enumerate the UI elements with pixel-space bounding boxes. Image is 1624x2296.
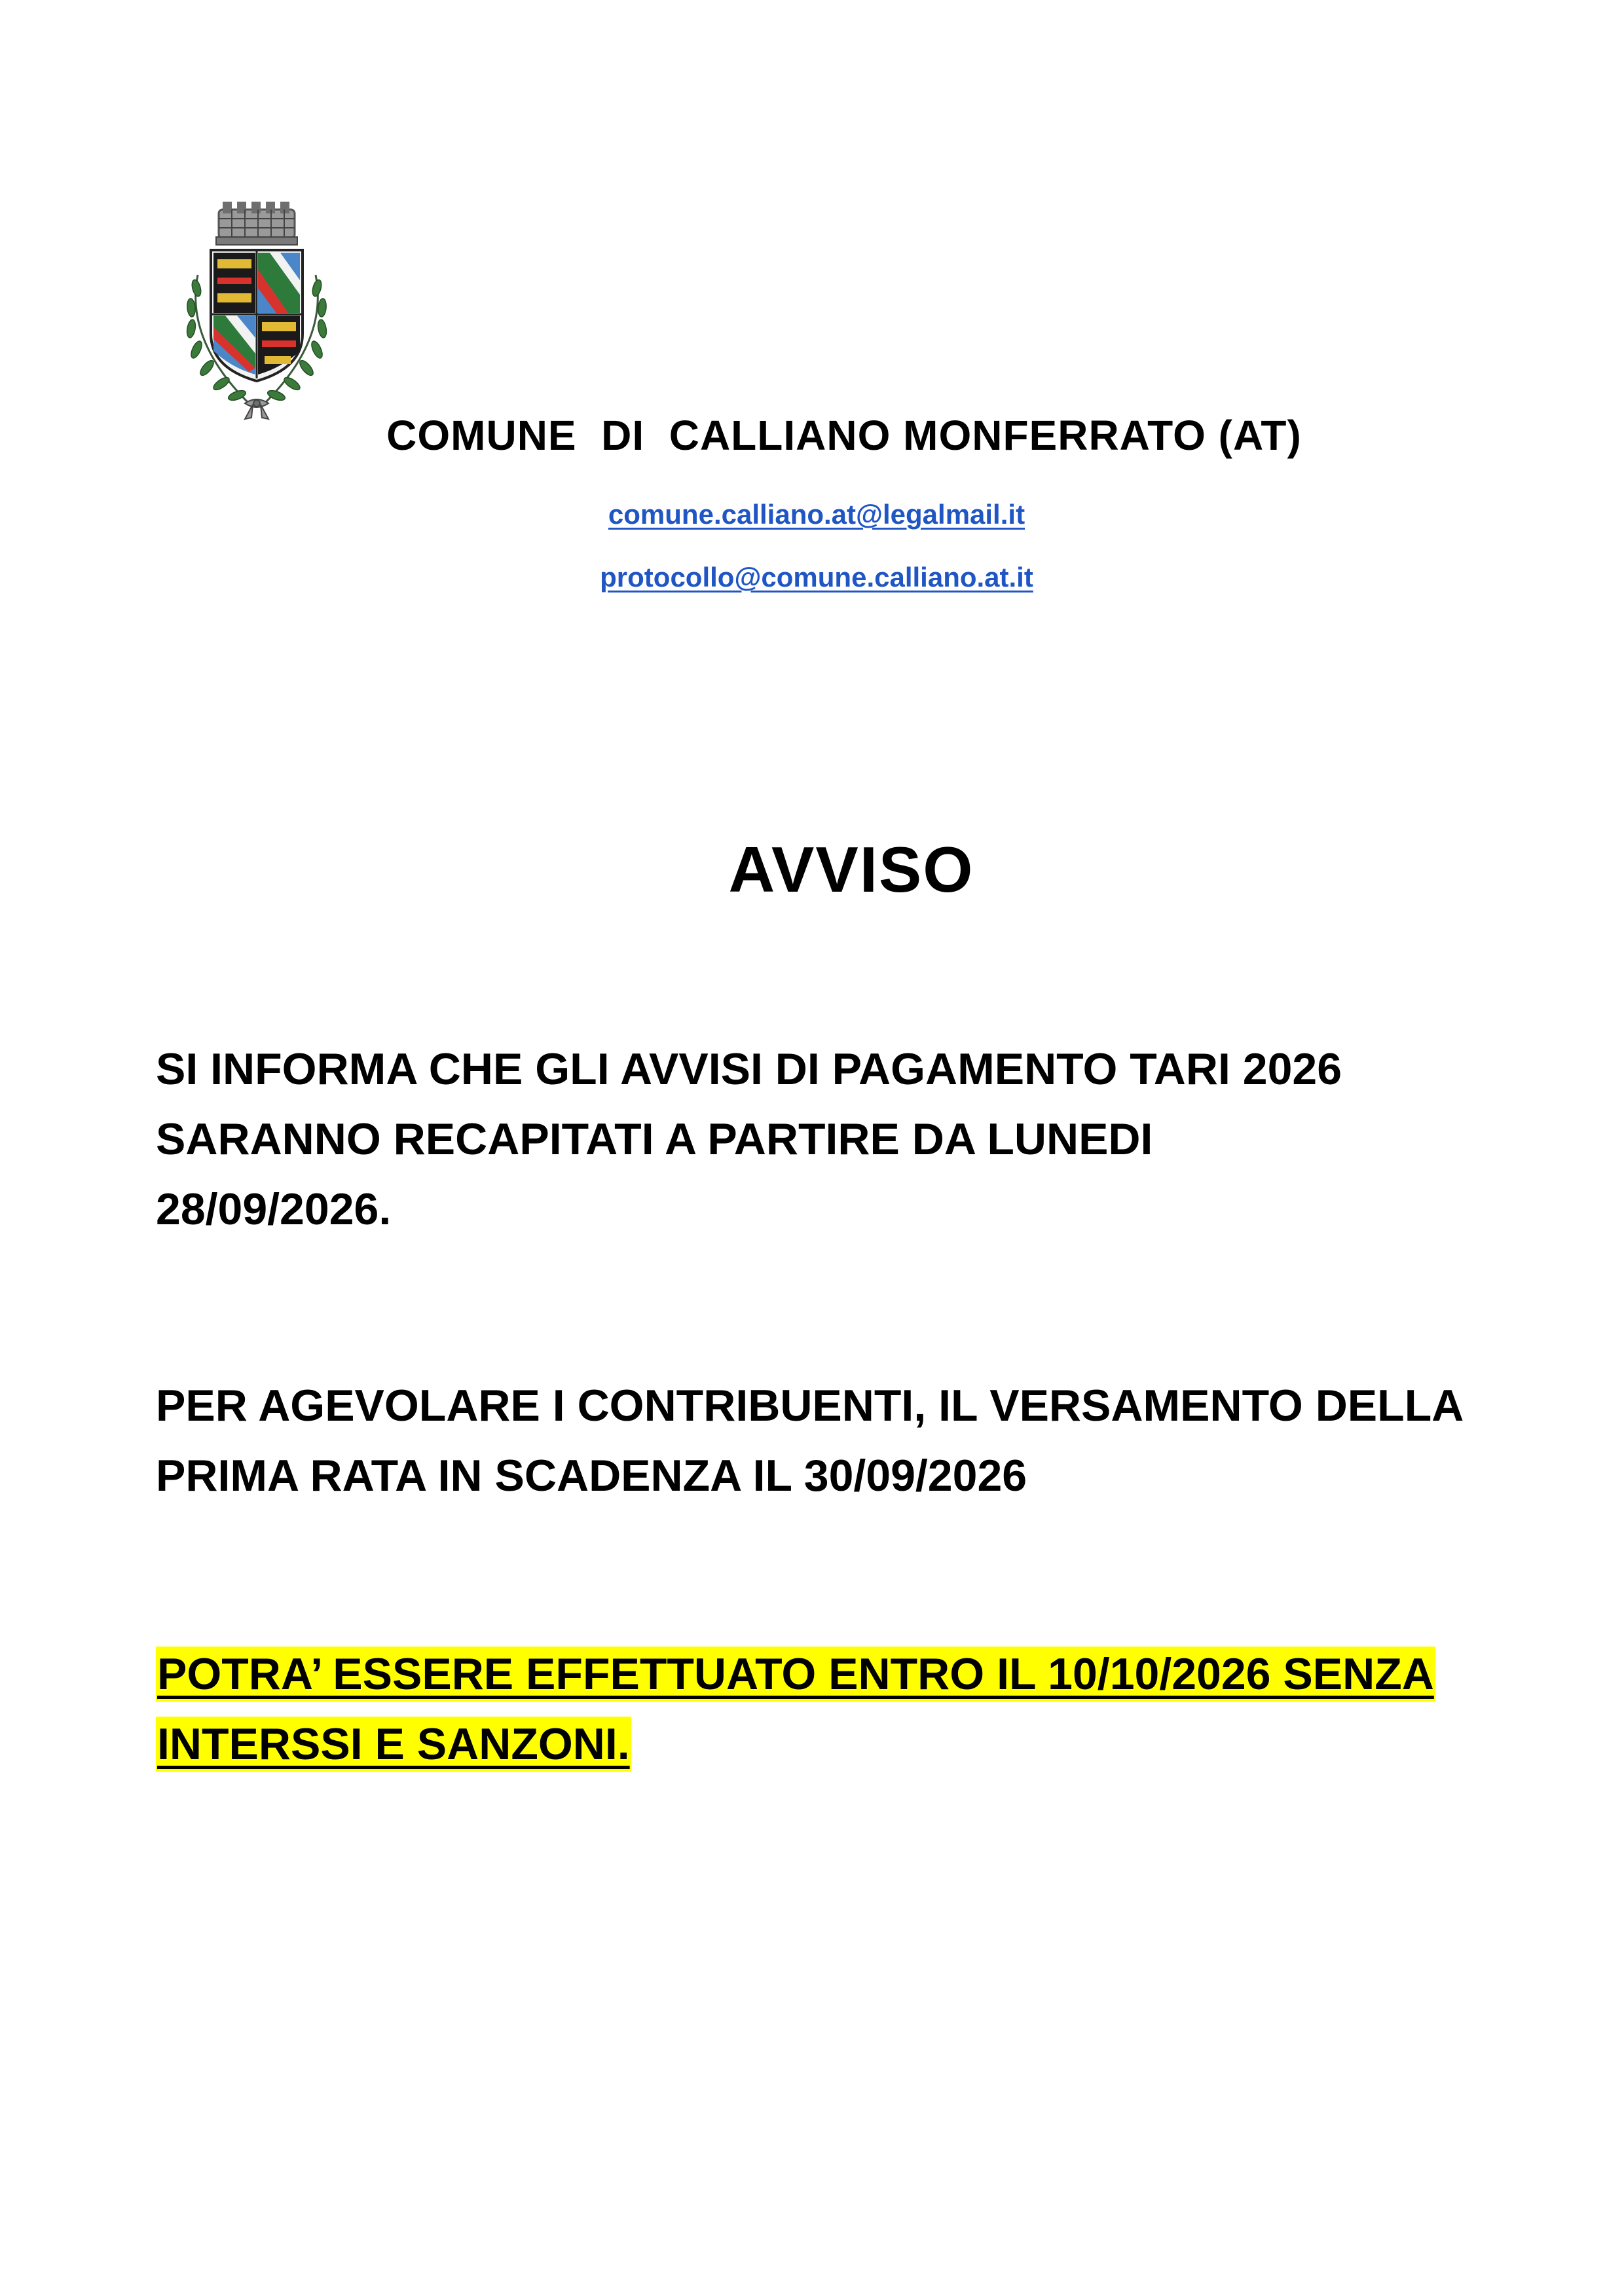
paragraph-line: PER AGEVOLARE I CONTRIBUENTI, IL VERSAMENTO DELLA <box>156 1381 1464 1430</box>
notice-title: AVVISO <box>728 833 974 905</box>
municipal-coat-of-arms-icon <box>172 196 342 422</box>
highlighted-text: INTERSSI E SANZONI. <box>156 1717 631 1772</box>
highlight-line-wrapper <box>156 1709 1511 1779</box>
shield-icon <box>211 250 303 381</box>
pec-email-line <box>0 499 1624 530</box>
protocol-email-link[interactable]: protocollo@comune.calliano.at.it <box>600 562 1033 592</box>
notice-paragraph-delivery <box>156 1034 1511 1245</box>
highlighted-text: POTRA’ ESSERE EFFETTUATO ENTRO IL 10/10/2026 SENZA <box>156 1647 1435 1702</box>
notice-paragraph-deadline-highlight <box>156 1639 1511 1779</box>
pec-email-link[interactable]: comune.calliano.at@legalmail.it <box>608 499 1025 530</box>
municipality-name: COMUNE DI CALLIANO MONFERRATO (AT) <box>386 412 1302 459</box>
paragraph-line: SARANNO RECAPITATI A PARTIRE DA LUNEDI <box>156 1114 1153 1164</box>
protocol-email-line <box>0 562 1624 593</box>
paragraph-line: PRIMA RATA IN SCADENZA IL 30/09/2026 <box>156 1451 1027 1501</box>
notice-paragraph-installment <box>156 1371 1511 1511</box>
paragraph-line: 28/09/2026. <box>156 1184 392 1234</box>
highlight-line-wrapper <box>156 1639 1511 1709</box>
crown-icon <box>216 202 297 245</box>
paragraph-line: SI INFORMA CHE GLI AVVISI DI PAGAMENTO TARI 2026 <box>156 1044 1342 1094</box>
